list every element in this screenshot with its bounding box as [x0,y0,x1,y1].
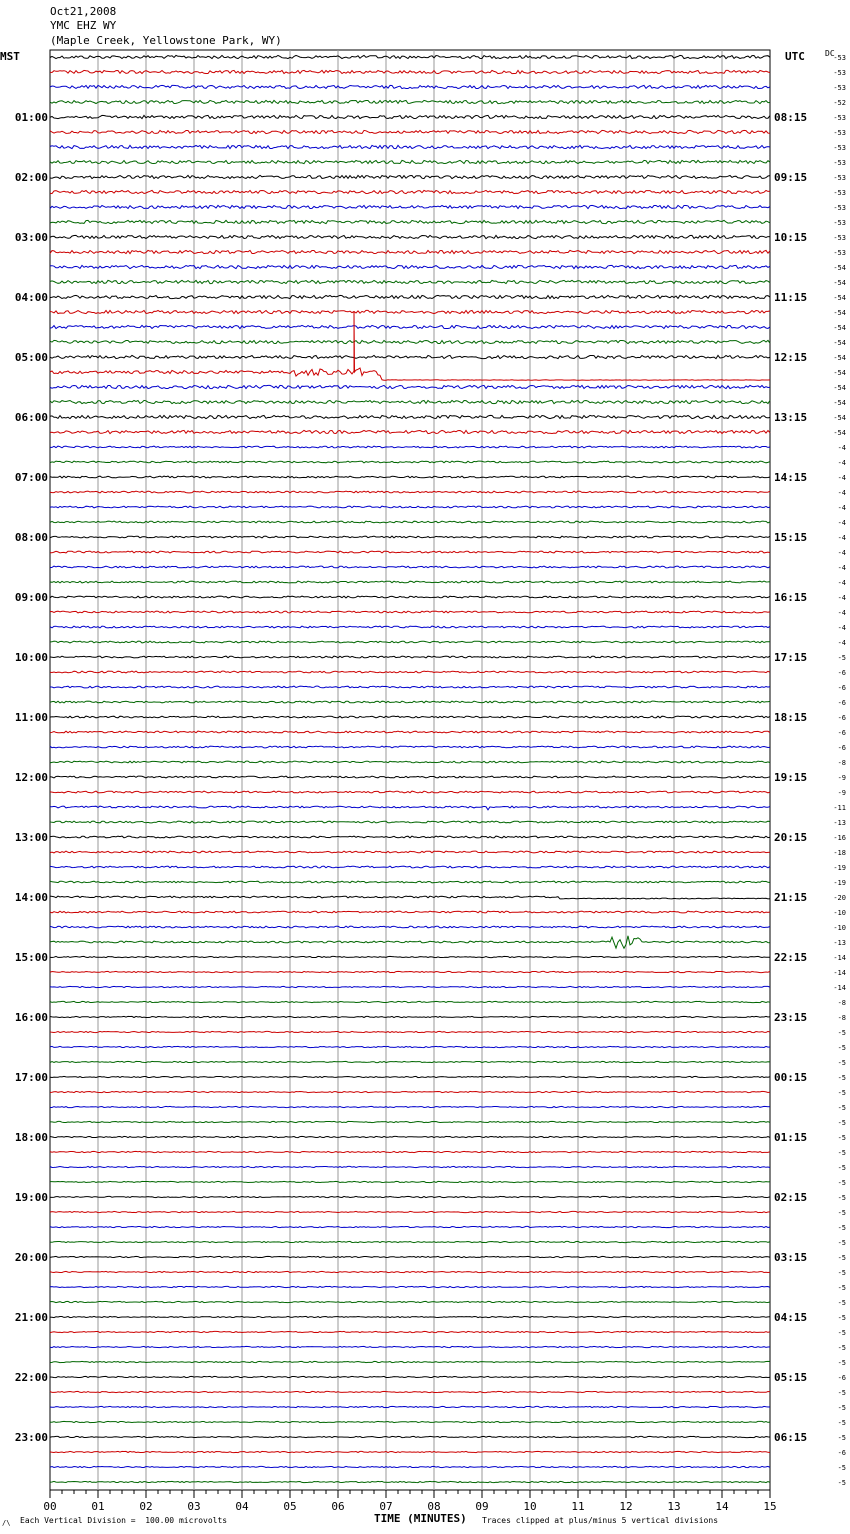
x-tick-label: 12 [619,1500,633,1513]
dc-offset-label: -52 [833,99,846,107]
trace-row [50,536,770,538]
dc-offset-label: -4 [837,564,846,572]
x-tick-label: 09 [475,1500,489,1513]
dc-offset-label: -14 [833,954,846,962]
trace-row [50,130,770,133]
dc-offset-label: -54 [833,339,846,347]
dc-offset-label: -6 [837,1449,846,1457]
trace-row [50,340,770,343]
trace-row [50,1166,770,1167]
dc-offset-label: -5 [837,1329,846,1337]
trace-row [50,1031,770,1032]
hour-label-utc: 22:15 [774,951,808,964]
hour-label-utc: 05:15 [774,1371,808,1384]
trace-row [50,446,770,448]
trace-row [50,1226,770,1227]
dc-offset-label: -54 [833,354,846,362]
dc-offset-label: -5 [837,1209,846,1217]
dc-offset-label: -5 [837,1029,846,1037]
trace-row [50,731,770,733]
hour-label-mst: 15:00 [14,951,48,964]
hour-label-mst: 08:00 [14,531,48,544]
trace-row [50,506,770,508]
trace-row [50,866,770,868]
trace-row [50,145,770,148]
hour-label-mst: 19:00 [14,1191,48,1204]
trace-row [50,1466,770,1467]
trace-row [50,776,770,778]
trace-row [50,701,770,703]
trace-row [50,1451,770,1452]
hour-label-mst: 18:00 [14,1131,48,1144]
dc-offset-label: -18 [833,849,846,857]
trace-row [50,250,770,253]
trace-row [50,1436,770,1437]
trace-row [50,312,770,380]
hour-label-utc: 16:15 [774,591,808,604]
trace-row [50,911,770,913]
hour-label-utc: 23:15 [774,1011,808,1024]
dc-offset-label: -53 [833,219,846,227]
dc-offset-label: -20 [833,894,846,902]
dc-offset-label: -6 [837,669,846,677]
trace-row [50,310,770,313]
hour-label-utc: 20:15 [774,831,808,844]
hour-label-utc: 11:15 [774,291,808,304]
hour-label-mst: 23:00 [14,1431,48,1444]
left-timezone-label: MST [0,50,20,63]
hour-label-mst: 03:00 [14,231,48,244]
dc-offset-label: -5 [837,1344,846,1352]
trace-row [50,1421,770,1422]
trace-row [50,626,770,628]
station-name: YMC EHZ WY [50,19,117,32]
hour-label-utc: 02:15 [774,1191,808,1204]
dc-offset-label: -13 [833,939,846,947]
hour-label-mst: 14:00 [14,891,48,904]
dc-offset-label: -53 [833,249,846,257]
dc-offset-label: -5 [837,1359,846,1367]
trace-row [50,1181,770,1182]
x-tick-label: 06 [331,1500,345,1513]
hour-label-utc: 00:15 [774,1071,808,1084]
trace-row [50,971,770,972]
trace-row [50,85,770,88]
dc-offset-label: -53 [833,159,846,167]
dc-offset-label: -5 [837,1149,846,1157]
hour-label-mst: 07:00 [14,471,48,484]
dc-offset-label: -5 [837,654,846,662]
dc-offset-label: -5 [837,1134,846,1142]
dc-offset-label: -54 [833,309,846,317]
x-tick-label: 07 [379,1500,393,1513]
dc-offset-label: -19 [833,864,846,872]
dc-offset-label: -4 [837,519,846,527]
trace-row [50,280,770,283]
trace-row [50,746,770,748]
trace-row [50,235,770,238]
trace-row [50,1481,770,1482]
trace-row [50,1061,770,1062]
trace-row [50,881,770,883]
trace-row [50,430,770,433]
dc-offset-label: -5 [837,1464,846,1472]
trace-row [50,100,770,103]
trace-row [50,1016,770,1017]
dc-offset-label: -53 [833,129,846,137]
trace-row [50,1001,770,1002]
trace-row [50,1046,770,1047]
dc-offset-label: -5 [837,1314,846,1322]
dc-offset-label: -5 [837,1299,846,1307]
dc-offset-label: -4 [837,579,846,587]
dc-offset-label: -4 [837,594,846,602]
dc-offset-label: -5 [837,1104,846,1112]
dc-offset-label: -9 [837,789,846,797]
dc-offset-label: -5 [837,1269,846,1277]
trace-row [50,956,770,957]
x-tick-label: 04 [235,1500,249,1513]
x-tick-label: 14 [715,1500,729,1513]
hour-label-mst: 04:00 [14,291,48,304]
x-tick-label: 11 [571,1500,585,1513]
dc-offset-label: -54 [833,414,846,422]
trace-row [50,836,770,838]
trace-row [50,415,770,418]
dc-offset-label: -5 [837,1434,846,1442]
x-axis-label: TIME (MINUTES) [374,1512,467,1525]
dc-offset-label: -4 [837,549,846,557]
trace-row [50,1196,770,1197]
trace-row [50,581,770,583]
dc-offset-label: -5 [837,1074,846,1082]
trace-row [50,355,770,358]
trace-row [50,596,770,598]
hour-label-utc: 06:15 [774,1431,808,1444]
dc-offset-label: -5 [837,1254,846,1262]
x-tick-label: 10 [523,1500,537,1513]
hour-label-utc: 15:15 [774,531,808,544]
dc-offset-label: -4 [837,609,846,617]
plot-date: Oct21,2008 [50,5,117,18]
dc-offset-label: -13 [833,819,846,827]
dc-offset-label: -5 [837,1044,846,1052]
hour-label-mst: 22:00 [14,1371,48,1384]
dc-offset-label: -4 [837,474,846,482]
dc-offset-label: -5 [837,1404,846,1412]
trace-row [50,1406,770,1407]
hour-label-mst: 12:00 [14,771,48,784]
dc-offset-label: -53 [833,54,846,62]
dc-offset-label: -53 [833,114,846,122]
dc-offset-label: -53 [833,189,846,197]
dc-offset-label: -53 [833,84,846,92]
trace-row [50,1286,770,1287]
hour-label-mst: 10:00 [14,651,48,664]
x-tick-label: 02 [139,1500,153,1513]
right-timezone-label: UTC [785,50,805,63]
dc-offset-label: -4 [837,459,846,467]
hour-label-utc: 03:15 [774,1251,808,1264]
dc-offset-label: -4 [837,489,846,497]
dc-offset-label: -5 [837,1224,846,1232]
dc-offset-label: -8 [837,999,846,1007]
footer-mark: /\ [2,1519,11,1527]
hour-label-mst: 01:00 [14,111,48,124]
dc-offset-label: -6 [837,684,846,692]
x-tick-label: 15 [763,1500,777,1513]
x-tick-label: 05 [283,1500,297,1513]
trace-row [50,265,770,268]
dc-offset-label: -5 [837,1119,846,1127]
clip-note: Traces clipped at plus/minus 5 vertical divisions [482,1516,719,1525]
dc-offset-label: -8 [837,759,846,767]
hour-label-utc: 18:15 [774,711,808,724]
trace-row [50,476,770,478]
trace-row [50,1091,770,1092]
dc-offset-label: -5 [837,1179,846,1187]
hour-label-mst: 11:00 [14,711,48,724]
dc-offset-label: -10 [833,909,846,917]
dc-offset-label: -53 [833,204,846,212]
dc-offset-label: -16 [833,834,846,842]
trace-row [50,220,770,223]
hour-label-mst: 17:00 [14,1071,48,1084]
trace-row [50,385,770,388]
dc-offset-label: -5 [837,1089,846,1097]
trace-row [50,851,770,853]
hour-label-mst: 13:00 [14,831,48,844]
dc-offset-label: -6 [837,729,846,737]
dc-offset-label: -53 [833,69,846,77]
dc-offset-label: -54 [833,429,846,437]
trace-row [50,491,770,493]
trace-row [50,1391,770,1392]
trace-row [50,821,770,823]
hour-label-utc: 13:15 [774,411,808,424]
trace-row [50,175,770,178]
dc-offset-label: -5 [837,1419,846,1427]
dc-offset-label: -5 [837,1059,846,1067]
trace-row [50,1241,770,1242]
dc-offset-label: -10 [833,924,846,932]
dc-offset-label: -54 [833,384,846,392]
hour-label-utc: 04:15 [774,1311,808,1324]
hour-label-utc: 08:15 [774,111,808,124]
hour-label-utc: 19:15 [774,771,808,784]
trace-row [50,926,770,928]
dc-offset-label: -14 [833,969,846,977]
dc-offset-label: -54 [833,294,846,302]
x-tick-label: 03 [187,1500,201,1513]
dc-offset-label: -5 [837,1284,846,1292]
trace-row [50,1316,770,1317]
hour-label-mst: 16:00 [14,1011,48,1024]
trace-row [50,190,770,193]
hour-label-utc: 10:15 [774,231,808,244]
trace-row [50,400,770,403]
dc-offset-label: -19 [833,879,846,887]
trace-row [50,205,770,208]
hour-label-mst: 20:00 [14,1251,48,1264]
dc-offset-label: -54 [833,324,846,332]
trace-row [50,641,770,643]
dc-offset-label: -53 [833,174,846,182]
trace-row [50,1331,770,1332]
trace-row [50,1256,770,1257]
trace-row [50,986,770,987]
trace-row [50,1106,770,1107]
hour-label-utc: 17:15 [774,651,808,664]
trace-row [50,551,770,553]
dc-offset-label: -11 [833,804,846,812]
scale-note: Each Vertical Division = 100.00 microvolts [20,1516,228,1525]
dc-offset-label: -4 [837,444,846,452]
dc-offset-label: -4 [837,624,846,632]
trace-row [50,936,770,949]
station-location: (Maple Creek, Yellowstone Park, WY) [50,34,282,47]
trace-row [50,671,770,673]
x-tick-label: 00 [43,1500,57,1513]
trace-row [50,896,770,899]
x-tick-label: 13 [667,1500,681,1513]
hour-label-mst: 21:00 [14,1311,48,1324]
trace-row [50,791,770,793]
dc-offset-label: -54 [833,264,846,272]
dc-offset-label: -54 [833,399,846,407]
hour-label-utc: 14:15 [774,471,808,484]
trace-row [50,806,770,810]
x-tick-label: 08 [427,1500,441,1513]
trace-row [50,325,770,328]
trace-row [50,160,770,163]
trace-row [50,1346,770,1347]
trace-row [50,656,770,658]
hour-label-mst: 06:00 [14,411,48,424]
trace-row [50,55,770,58]
trace-row [50,461,770,463]
hour-label-utc: 12:15 [774,351,808,364]
hour-label-mst: 02:00 [14,171,48,184]
hour-label-utc: 09:15 [774,171,808,184]
dc-offset-label: -6 [837,699,846,707]
trace-row [50,686,770,688]
dc-offset-label: -4 [837,504,846,512]
trace-row [50,1211,770,1212]
dc-offset-label: -14 [833,984,846,992]
dc-offset-label: -54 [833,279,846,287]
dc-offset-label: -6 [837,744,846,752]
hour-label-mst: 05:00 [14,351,48,364]
dc-offset-label: -6 [837,1374,846,1382]
dc-offset-label: -53 [833,144,846,152]
dc-offset-label: -6 [837,714,846,722]
dc-offset-label: -9 [837,774,846,782]
trace-row [50,521,770,523]
dc-offset-label: -5 [837,1479,846,1487]
dc-offset-label: -4 [837,534,846,542]
trace-row [50,1076,770,1077]
dc-offset-header: DC [825,49,835,58]
x-tick-label: 01 [91,1500,105,1513]
trace-row [50,1301,770,1302]
dc-offset-label: -5 [837,1389,846,1397]
trace-row [50,1376,770,1377]
trace-row [50,70,770,73]
trace-row [50,1361,770,1362]
hour-label-utc: 01:15 [774,1131,808,1144]
trace-row [50,1136,770,1137]
dc-offset-label: -8 [837,1014,846,1022]
dc-offset-label: -5 [837,1164,846,1172]
dc-offset-label: -4 [837,639,846,647]
trace-row [50,295,770,298]
trace-row [50,115,770,118]
dc-offset-label: -5 [837,1239,846,1247]
trace-row [50,716,770,718]
trace-row [50,1121,770,1122]
dc-offset-label: -5 [837,1194,846,1202]
trace-row [50,1271,770,1272]
hour-label-mst: 09:00 [14,591,48,604]
dc-offset-label: -53 [833,234,846,242]
trace-row [50,566,770,568]
dc-offset-label: -54 [833,369,846,377]
trace-row [50,1151,770,1152]
hour-label-utc: 21:15 [774,891,808,904]
trace-row [50,611,770,613]
trace-row [50,761,770,763]
